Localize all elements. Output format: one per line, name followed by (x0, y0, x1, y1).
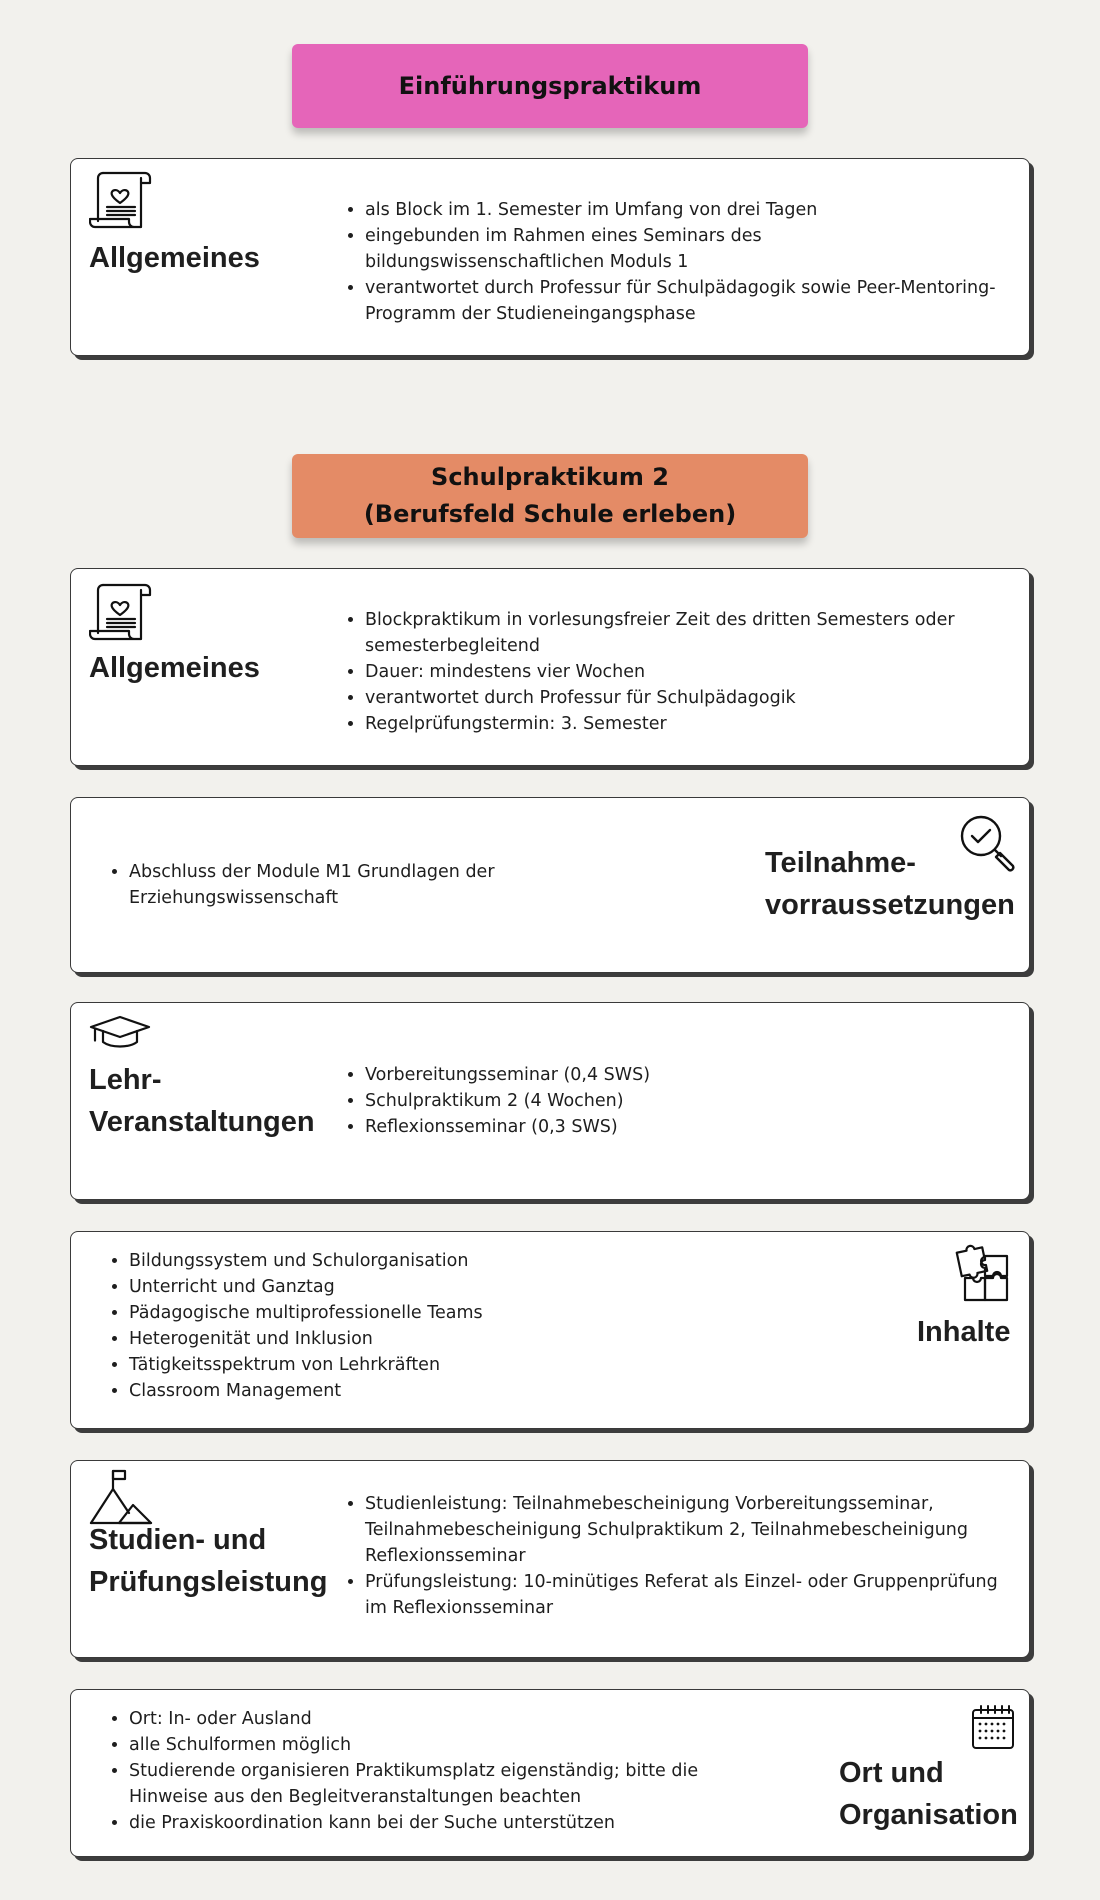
card-list (107, 1706, 769, 1836)
list-item: • Classroom Management (129, 1378, 769, 1404)
card-inhalte (70, 1231, 1030, 1429)
card-teilnahmevoraussetzungen (70, 797, 1030, 973)
section-title-einfuehrungspraktikum (292, 44, 808, 128)
puzzle-icon (953, 1244, 1015, 1306)
card-list (107, 1248, 769, 1404)
card-list (343, 607, 1025, 737)
card-heading: Allgemeines (89, 652, 260, 684)
card-heading: Allgemeines (89, 242, 260, 274)
list-item: • Heterogenität und Inklusion (129, 1326, 769, 1352)
card-pruefungsleistung (70, 1460, 1030, 1658)
list-item: • die Praxiskoordination kann bei der Suche unterstützen (129, 1810, 769, 1836)
card-list (343, 1062, 1005, 1140)
card-allgemeines-einfuehrung (70, 158, 1030, 356)
card-heading: Lehr- Veranstaltungen (89, 1064, 315, 1138)
section-title-text: Einführungspraktikum (398, 71, 702, 100)
calendar-icon (971, 1704, 1015, 1750)
scroll-heart-icon (89, 581, 153, 645)
list-item: • verantwortet durch Professur für Schulpädagogik sowie Peer-Mentoring-Programm der Studieneingangsphase (365, 275, 1005, 327)
list-item: • Studienleistung: Teilnahmebescheinigung Vorbereitungsseminar, Teilnahmebescheinigung Schulpraktikum 2, Teilnahmebescheinigung Reflexionsseminar (365, 1491, 1025, 1569)
list-item: • alle Schulformen möglich (129, 1732, 769, 1758)
scroll-heart-icon (89, 169, 153, 233)
list-item: • Schulpraktikum 2 (4 Wochen) (365, 1088, 1005, 1114)
card-list (343, 1491, 1025, 1621)
list-item: • Ort: In- oder Ausland (129, 1706, 769, 1732)
list-item: • Tätigkeitsspektrum von Lehrkräften (129, 1352, 769, 1378)
list-item: • Unterricht und Ganztag (129, 1274, 769, 1300)
list-item: • Vorbereitungsseminar (0,4 SWS) (365, 1062, 1005, 1088)
section-title-schulpraktikum-2 (292, 454, 808, 538)
card-ort-organisation (70, 1689, 1030, 1857)
card-lehrveranstaltungen (70, 1002, 1030, 1200)
section-title-line2: (Berufsfeld Schule erleben) (363, 500, 737, 528)
list-item: • eingebunden im Rahmen eines Seminars des bildungswissenschaftlichen Moduls 1 (365, 223, 1005, 275)
card-heading: Studien- und Prüfungsleistung (89, 1524, 328, 1598)
list-item: • Dauer: mindestens vier Wochen (365, 659, 1025, 685)
card-heading: Inhalte (917, 1316, 1011, 1348)
list-item: • Regelprüfungstermin: 3. Semester (365, 711, 1025, 737)
card-list (343, 197, 1005, 327)
list-item: • verantwortet durch Professur für Schulpädagogik (365, 685, 1025, 711)
list-item: • Bildungssystem und Schulorganisation (129, 1248, 769, 1274)
card-list (107, 859, 569, 911)
list-item: • Blockpraktikum in vorlesungsfreier Zeit des dritten Semesters oder semesterbegleitend (365, 607, 1025, 659)
list-item: • Studierende organisieren Praktikumsplatz eigenständig; bitte die Hinweise aus den Begleitveranstaltungen beachten (129, 1758, 769, 1810)
list-item: • Prüfungsleistung: 10-minütiges Referat als Einzel- oder Gruppenprüfung im Reflexionsseminar (365, 1569, 1025, 1621)
card-heading: Ort und Organisation (839, 1757, 1018, 1831)
mountain-flag-icon (89, 1467, 153, 1527)
graduation-cap-icon (89, 1015, 151, 1051)
list-item: • Reflexionsseminar (0,3 SWS) (365, 1114, 1005, 1140)
card-heading: Teilnahme- vorraussetzungen (765, 847, 1015, 921)
card-allgemeines-schulpraktikum (70, 568, 1030, 766)
list-item: • als Block im 1. Semester im Umfang von drei Tagen (365, 197, 1005, 223)
section-title-line1: Schulpraktikum 2 (431, 463, 669, 491)
list-item: • Abschluss der Module M1 Grundlagen der Erziehungswissenschaft (129, 859, 569, 911)
list-item: • Pädagogische multiprofessionelle Teams (129, 1300, 769, 1326)
